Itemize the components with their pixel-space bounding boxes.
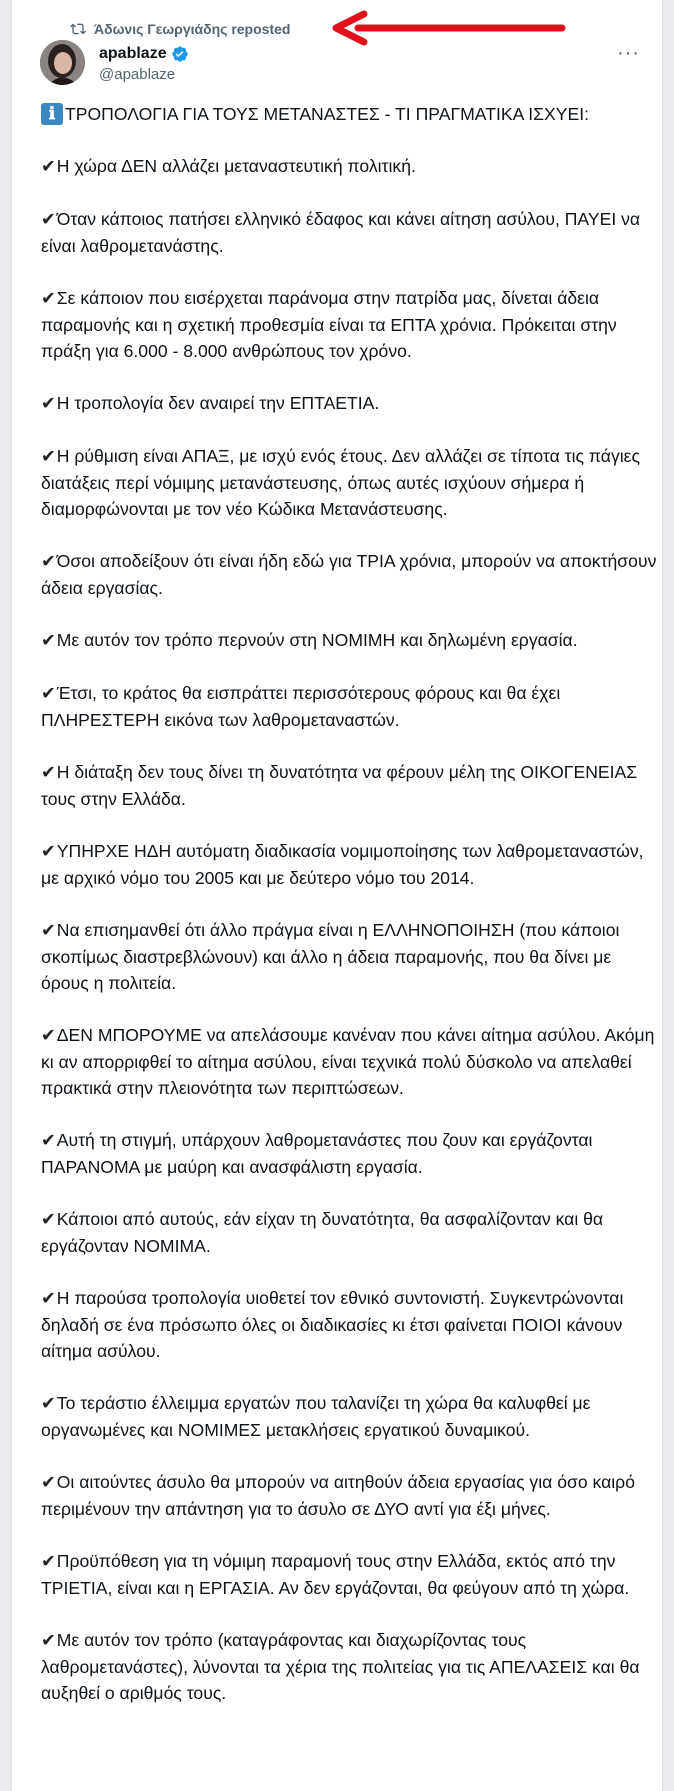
paragraph-text: Κάποιοι από αυτούς, εάν είχαν τη δυνατότητα, θα ασφαλίζονταν και θα εργάζονταν ΝΟΜΙΜΑ. xyxy=(41,1209,604,1256)
check-mark-icon: ✔ xyxy=(41,1473,56,1493)
check-mark-icon: ✔ xyxy=(41,1394,56,1414)
tweet-paragraph xyxy=(41,153,661,180)
author-block[interactable] xyxy=(99,44,189,85)
paragraph-text: Όσοι αποδείξουν ότι είναι ήδη εδώ για ΤΡΙΑ χρόνια, μπορούν να αποκτήσουν άδεια εργασίας. xyxy=(41,551,657,598)
paragraph-text: Με αυτόν τον τρόπο περνούν στη ΝΟΜΙΜΗ και δηλωμένη εργασία. xyxy=(56,630,578,650)
more-options-icon[interactable]: ··· xyxy=(617,42,640,64)
paragraph-text: Η χώρα ΔΕΝ αλλάζει μεταναστευτική πολιτική. xyxy=(56,156,416,176)
paragraph-text: ΥΠΗΡΧΕ ΗΔΗ αυτόματη διαδικασία νομιμοποίησης των λαθρομεταναστών, με αρχικό νόμο του 2005 και με δεύτερο νόμο του 2014. xyxy=(41,841,644,888)
paragraph-text: Αυτή τη στιγμή, υπάρχουν λαθρομετανάστες που ζουν και εργάζονται ΠΑΡΑΝΟΜΑ με μαύρη και ανασφάλιστη εργασία. xyxy=(41,1130,593,1177)
check-mark-icon: ✔ xyxy=(41,1026,56,1046)
check-mark-icon: ✔ xyxy=(41,447,56,467)
paragraph-text: Με αυτόν τον τρόπο (καταγράφοντας και διαχωρίζοντας τους λαθρομετανάστες), λύνονται τα χέρια της πολιτείας για τις ΑΠΕΛΑΣΕΙΣ και θα αυξηθεί ο αριθμός τους. xyxy=(41,1630,640,1703)
tweet-paragraph xyxy=(41,759,661,812)
check-mark-icon: ✔ xyxy=(41,1289,56,1309)
verified-badge-icon xyxy=(171,45,189,63)
check-mark-icon: ✔ xyxy=(41,289,56,309)
check-mark-icon: ✔ xyxy=(41,1210,56,1230)
headline-text: ΤΡΟΠΟΛΟΓΙΑ ΓΙΑ ΤΟΥΣ ΜΕΤΑΝΑΣΤΕΣ - ΤΙ ΠΡΑΓΜΑΤΙΚΑ ΙΣΧΥΕΙ: xyxy=(65,104,589,124)
check-mark-icon: ✔ xyxy=(41,631,56,651)
red-arrow-annotation xyxy=(330,8,570,48)
tweet-paragraph xyxy=(41,1548,661,1601)
tweet-paragraph xyxy=(41,838,661,891)
check-mark-icon: ✔ xyxy=(41,552,56,572)
tweet-paragraph xyxy=(41,1206,661,1259)
tweet-paragraph xyxy=(41,548,661,601)
paragraph-text: Έτσι, το κράτος θα εισπράττει περισσότερους φόρους και θα έχει ΠΛΗΡΕΣΤΕΡΗ εικόνα των λαθρομεταναστών. xyxy=(41,683,561,730)
tweet-paragraph xyxy=(41,1390,661,1443)
repost-context[interactable] xyxy=(70,18,290,40)
tweet-paragraph xyxy=(41,206,661,259)
check-mark-icon: ✔ xyxy=(41,394,56,414)
tweet-paragraph xyxy=(41,1627,661,1706)
tweet-paragraph xyxy=(41,627,661,654)
paragraph-text: Προϋπόθεση για τη νόμιμη παραμονή τους στην Ελλάδα, εκτός από την ΤΡΙΕΤΙΑ, είναι και η ΕΡΓΑΣΙΑ. Αν δεν εργάζονται, θα φεύγουν από τη χώρα. xyxy=(41,1551,630,1598)
check-mark-icon: ✔ xyxy=(41,1131,56,1151)
check-mark-icon: ✔ xyxy=(41,921,56,941)
tweet-paragraph xyxy=(41,1022,661,1101)
info-icon: ℹ xyxy=(41,103,63,125)
check-mark-icon: ✔ xyxy=(41,1552,56,1572)
tweet-paragraph xyxy=(41,917,661,996)
paragraph-text: Το τεράστιο έλλειμμα εργατών που ταλανίζει τη χώρα θα καλυφθεί με οργανωμένες και ΝΟΜΙΜΕΣ μετακλήσεις εργατικού δυναμικού. xyxy=(41,1393,591,1440)
paragraph-text: Οι αιτούντες άσυλο θα μπορούν να αιτηθούν άδεια εργασίας για όσο καιρό περιμένουν την απάντηση για το άσυλο σε ΔΥΟ αντί για έξι μήνες. xyxy=(41,1472,635,1519)
paragraph-text: Η διάταξη δεν τους δίνει τη δυνατότητα να φέρουν μέλη της ΟΙΚΟΓΕΝΕΙΑΣ τους στην Ελλάδα. xyxy=(41,762,638,809)
check-mark-icon: ✔ xyxy=(41,1631,56,1651)
tweet-paragraph xyxy=(41,1127,661,1180)
repost-label: Άδωνις Γεωργιάδης reposted xyxy=(94,21,291,37)
tweet-text xyxy=(41,101,661,1732)
display-name[interactable]: apablaze xyxy=(99,45,167,62)
tweet-paragraph xyxy=(41,443,661,522)
handle[interactable]: @apablaze xyxy=(99,66,176,83)
tweet-headline xyxy=(41,101,661,127)
paragraph-text: Η παρούσα τροπολογία υιοθετεί τον εθνικό συντονιστή. Συγκεντρώνονται δηλαδή σε ένα πρόσωπο όλες οι διαδικασίες κι έτσι φαίνεται ΠΟΙΟΙ κάνουν αίτημα ασύλου. xyxy=(41,1288,624,1361)
tweet-paragraph xyxy=(41,390,661,417)
paragraph-text: Η τροπολογία δεν αναιρεί την ΕΠΤΑΕΤΙΑ. xyxy=(56,393,380,413)
check-mark-icon: ✔ xyxy=(41,842,56,862)
tweet-paragraph xyxy=(41,1285,661,1364)
tweet-paragraph xyxy=(41,680,661,733)
check-mark-icon: ✔ xyxy=(41,157,56,177)
paragraph-text: Να επισημανθεί ότι άλλο πράγμα είναι η ΕΛΛΗΝΟΠΟΙΗΣΗ (που κάποιοι σκοπίμως διαστρεβλώνουν) και άλλο η άδεια παραμονής, που θα δίνει με όρους η πολιτεία. xyxy=(41,920,620,993)
tweet-card[interactable] xyxy=(12,0,662,1791)
tweet-points xyxy=(41,153,661,1706)
tweet-paragraph xyxy=(41,285,661,364)
repost-icon xyxy=(70,21,86,37)
check-mark-icon: ✔ xyxy=(41,763,56,783)
tweet-paragraph xyxy=(41,1469,661,1522)
avatar[interactable] xyxy=(40,40,85,85)
check-mark-icon: ✔ xyxy=(41,210,56,230)
check-mark-icon: ✔ xyxy=(41,684,56,704)
paragraph-text: Η ρύθμιση είναι ΑΠΑΞ, με ισχύ ενός έτους. Δεν αλλάζει σε τίποτα τις πάγιες διατάξεις περί νόμιμης μετανάστευσης, όπως αυτές ισχύουν σήμερα ή διαμορφώνονται με τον νέο Κώδικα Μετανάστευσης. xyxy=(41,446,640,519)
paragraph-text: Σε κάποιον που εισέρχεται παράνομα στην πατρίδα μας, δίνεται άδεια παραμονής και η σχετική προθεσμία είναι τα ΕΠΤΑ χρόνια. Πρόκειται στην πράξη για 6.000 - 8.000 ανθρώπους τον χρόνο. xyxy=(41,288,617,361)
paragraph-text: Όταν κάποιος πατήσει ελληνικό έδαφος και κάνει αίτηση ασύλου, ΠΑΥΕΙ να είναι λαθρομετανάστης. xyxy=(41,209,641,256)
paragraph-text: ΔΕΝ ΜΠΟΡΟΥΜΕ να απελάσουμε κανέναν που κάνει αίτημα ασύλου. Ακόμη κι αν απορριφθεί το αίτημα ασύλου, είναι τεχνικά πολύ δύσκολο να απελαθεί πρακτικά στην πλειονότητα των περιπτώσεων. xyxy=(41,1025,655,1098)
